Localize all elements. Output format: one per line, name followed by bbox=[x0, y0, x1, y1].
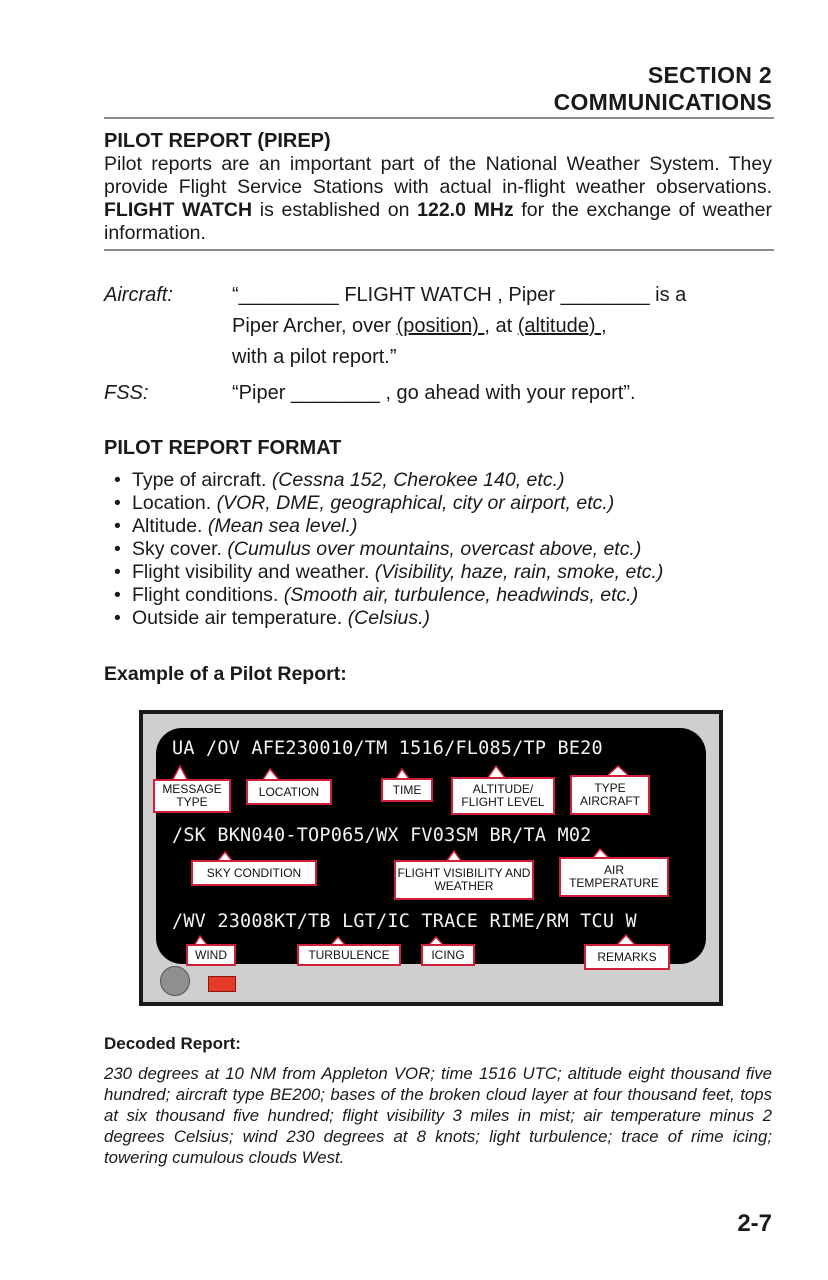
fss-line: “Piper ________ , go ahead with your report”. bbox=[232, 382, 636, 404]
tag-icing: ICING bbox=[421, 944, 475, 966]
decoded-text: 230 degrees at 10 NM from Appleton VOR; time 1516 UTC; altitude eight thousand five hundred; aircraft type BE200; bases of the broken cloud layer at four thousand feet, tops at six thousand five hundred; flight visibility 3 miles in mist; air temperature minus 2 degrees Celsius; wind 230 degrees at 8 knots; light turbulence; trace of rime icing; towering cumulous clouds West. bbox=[104, 1064, 772, 1167]
position-blank: (position) bbox=[396, 315, 485, 337]
page-number: 2-7 bbox=[737, 1210, 772, 1237]
tag-altitude: ALTITUDE/ FLIGHT LEVEL bbox=[451, 777, 555, 815]
list-item: • Type of aircraft. (Cessna 152, Cherokee 140, etc.) bbox=[112, 469, 663, 492]
aircraft-line-1: “_________ FLIGHT WATCH , Piper ________ is a bbox=[232, 284, 687, 306]
tag-remarks: REMARKS bbox=[584, 944, 670, 970]
aircraft-line-3: with a pilot report.” bbox=[232, 346, 397, 368]
pirep-heading: PILOT REPORT (PIREP) bbox=[104, 130, 331, 152]
section-title: COMMUNICATIONS bbox=[553, 89, 772, 115]
tag-sky-condition: SKY CONDITION bbox=[191, 860, 317, 886]
list-item: • Flight conditions. (Smooth air, turbulence, headwinds, etc.) bbox=[112, 584, 663, 607]
tag-message-type: MESSAGE TYPE bbox=[153, 779, 231, 813]
tag-turbulence: TURBULENCE bbox=[297, 944, 401, 966]
format-heading: PILOT REPORT FORMAT bbox=[104, 437, 342, 459]
section-number: SECTION 2 bbox=[647, 62, 772, 88]
flight-watch-term: FLIGHT WATCH bbox=[104, 199, 253, 221]
tag-air-temperature: AIR TEMPERATURE bbox=[559, 857, 669, 897]
altitude-blank: (altitude) bbox=[517, 315, 602, 337]
list-item: • Location. (VOR, DME, geographical, city or airport, etc.) bbox=[112, 492, 663, 515]
tag-flight-visibility: FLIGHT VISIBILITY AND WEATHER bbox=[394, 860, 534, 900]
list-item: • Altitude. (Mean sea level.) bbox=[112, 515, 663, 538]
frequency-term: 122.0 MHz bbox=[417, 199, 514, 221]
code-line-1: UA /OV AFE230010/TM 1516/FL085/TP BE20 bbox=[172, 738, 603, 759]
tag-wind: WIND bbox=[186, 944, 236, 966]
aircraft-label: Aircraft: bbox=[104, 284, 173, 306]
tag-location: LOCATION bbox=[246, 779, 332, 805]
example-heading: Example of a Pilot Report: bbox=[104, 663, 347, 685]
tag-time: TIME bbox=[381, 778, 433, 802]
code-line-2: /SK BKN040-TOP065/WX FV03SM BR/TA M02 bbox=[172, 825, 592, 846]
list-item: • Outside air temperature. (Celsius.) bbox=[112, 607, 663, 630]
aircraft-line-2: Piper Archer, over (position) , at (altitude) , bbox=[232, 315, 607, 337]
list-item: • Flight visibility and weather. (Visibility, haze, rain, smoke, etc.) bbox=[112, 561, 663, 584]
tag-type-aircraft: TYPE AIRCRAFT bbox=[570, 775, 650, 815]
fss-label: FSS: bbox=[104, 382, 149, 404]
code-line-3: /WV 23008KT/TB LGT/IC TRACE RIME/RM TCU W bbox=[172, 911, 637, 932]
decoded-heading: Decoded Report: bbox=[104, 1034, 241, 1053]
pirep-intro: Pilot reports are an important part of the National Weather System. They provide Flight Service Stations with actual in-flight weather observations. FLIGHT WATCH is established on 122.0 MHz for the exchange of weather information. bbox=[104, 153, 772, 244]
list-item: • Sky cover. (Cumulus over mountains, overcast above, etc.) bbox=[112, 538, 663, 561]
